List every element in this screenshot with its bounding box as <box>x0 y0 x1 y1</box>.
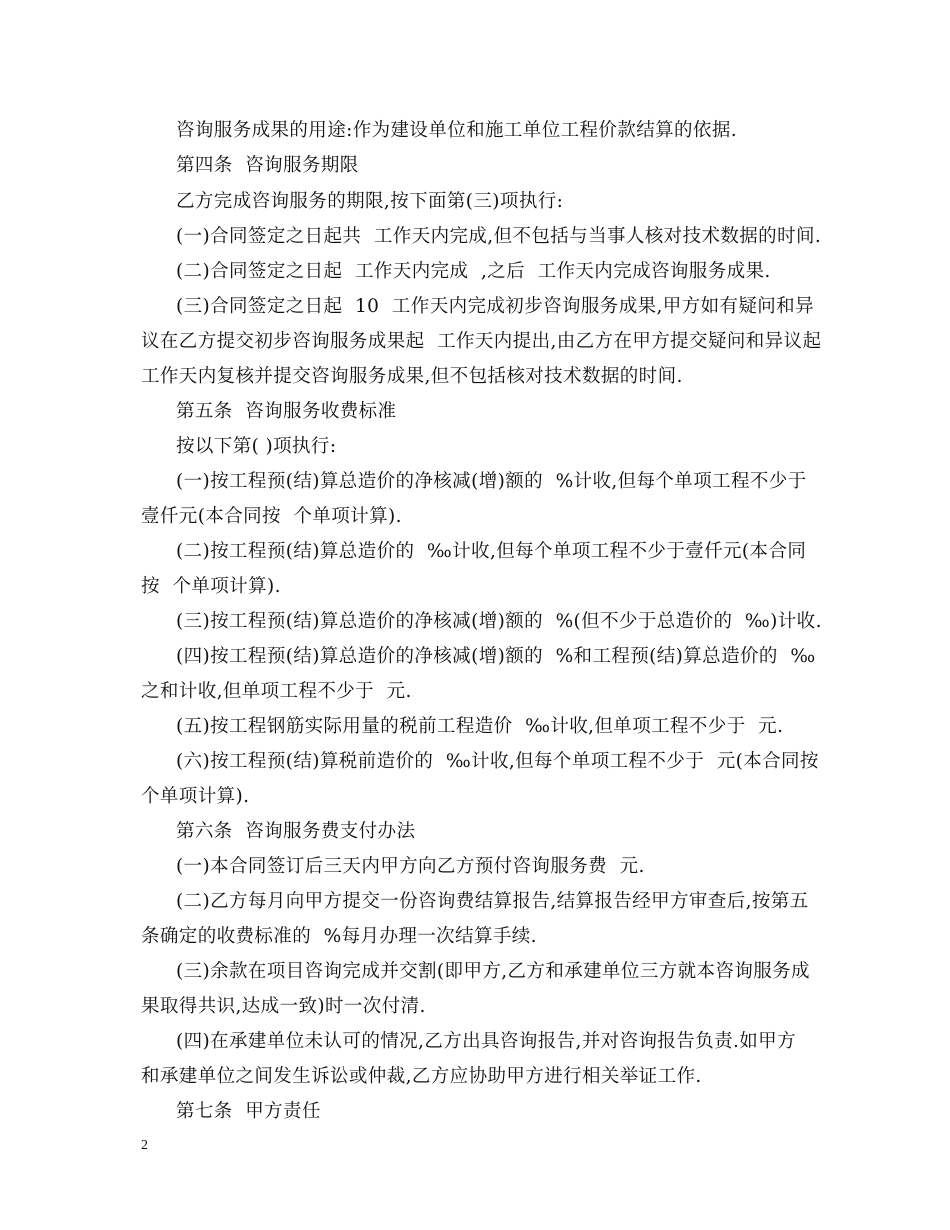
text-line: (二)按工程预(结)算总造价的 ‰计收,但每个单项工程不少于壹仟元(本合同 <box>176 541 807 562</box>
section-heading: 第五条 咨询服务收费标准 <box>176 401 397 422</box>
section-heading: 第七条 甲方责任 <box>176 1101 321 1122</box>
section-heading: 第四条 咨询服务期限 <box>176 155 359 176</box>
page-number: 2 <box>141 1138 148 1153</box>
text-line: 之和计收,但单项工程不少于 元. <box>141 681 412 702</box>
text-line: (二)乙方每月向甲方提交一份咨询费结算报告,结算报告经甲方审查后,按第五 <box>176 891 809 912</box>
text-line: (一)按工程预(结)算总造价的净核减(增)额的 %计收,但每个单项工程不少于 <box>176 471 807 492</box>
text-line: (三)余款在项目咨询完成并交割(即甲方,乙方和承建单位三方就本咨询服务成 <box>176 961 810 982</box>
text-line: 和承建单位之间发生诉讼或仲裁,乙方应协助甲方进行相关举证工作. <box>141 1066 702 1087</box>
text-line: 咨询服务成果的用途:作为建设单位和施工单位工程价款结算的依据. <box>176 120 738 141</box>
text-line: (五)按工程钢筋实际用量的税前工程造价 ‰计收,但单项工程不少于 元. <box>176 716 784 737</box>
text-line: (六)按工程预(结)算税前造价的 ‰计收,但每个单项工程不少于 元(本合同按 <box>176 751 819 772</box>
text-line: (一)合同签定之日起共 工作天内完成,但不包括与当事人核对技术数据的时间. <box>176 226 822 247</box>
text-line: 个单项计算). <box>141 786 250 807</box>
text-line: 按以下第( )项执行: <box>176 436 337 457</box>
text-line: 议在乙方提交初步咨询服务成果起 工作天内提出,由乙方在甲方提交疑问和异议起 <box>141 331 822 352</box>
text-line: 壹仟元(本合同按 个单项计算). <box>141 506 402 527</box>
text-line: 条确定的收费标准的 %每月办理一次结算手续. <box>141 926 537 947</box>
text-line: 工作天内复核并提交咨询服务成果,但不包括核对技术数据的时间. <box>141 366 683 387</box>
text-line: (四)按工程预(结)算总造价的净核减(增)额的 %和工程预(结)算总造价的 ‰ <box>176 646 816 667</box>
text-line: (三)合同签定之日起 10 工作天内完成初步咨询服务成果,甲方如有疑问和异 <box>176 296 814 317</box>
text-line: 果取得共识,达成一致)时一次付清. <box>141 996 426 1017</box>
text-line: 乙方完成咨询服务的期限,按下面第(三)项执行: <box>176 191 564 212</box>
text-line: 按 个单项计算). <box>141 576 281 597</box>
text-line: (四)在承建单位未认可的情况,乙方出具咨询报告,并对咨询报告负责.如甲方 <box>176 1031 796 1052</box>
text-line: (三)按工程预(结)算总造价的净核减(增)额的 %(但不少于总造价的 ‰)计收. <box>176 611 822 632</box>
text-line: (一)本合同签订后三天内甲方向乙方预付咨询服务费 元. <box>176 856 645 877</box>
text-line: (二)合同签定之日起 工作天内完成 ,之后 工作天内完成咨询服务成果. <box>176 261 771 282</box>
section-heading: 第六条 咨询服务费支付办法 <box>176 821 416 842</box>
